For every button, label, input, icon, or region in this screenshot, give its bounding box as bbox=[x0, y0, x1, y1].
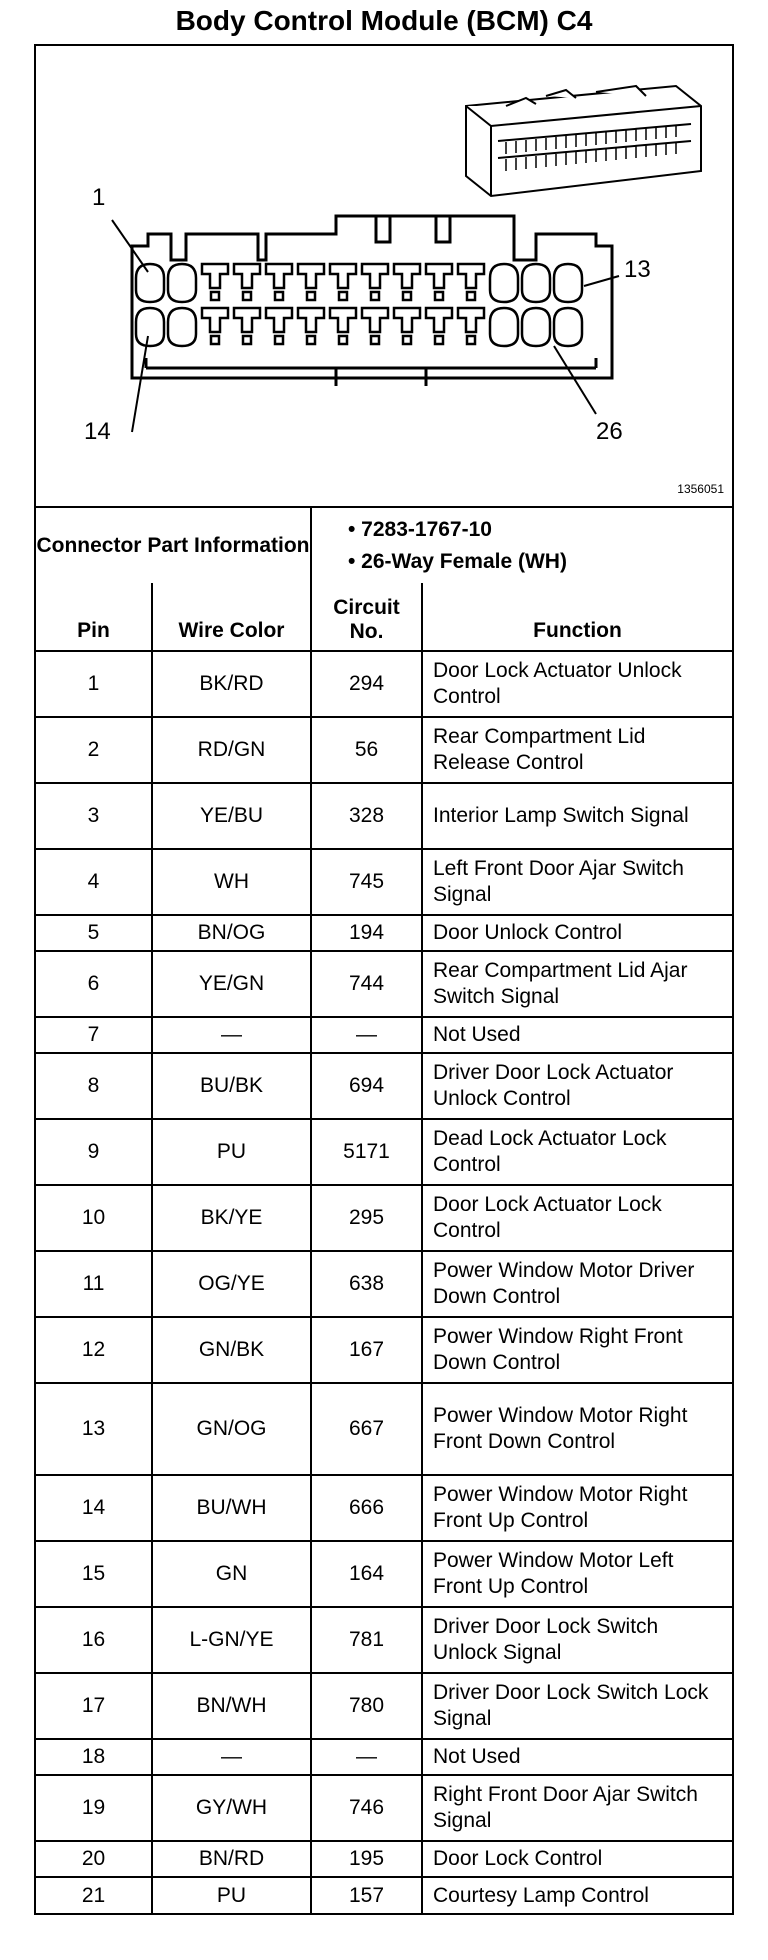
table-row bbox=[36, 1541, 732, 1607]
pinout-table bbox=[36, 583, 732, 1913]
wire-color-cell: YE/GN bbox=[152, 951, 311, 1017]
function-cell: Interior Lamp Switch Signal bbox=[422, 783, 732, 849]
circuit-cell: 745 bbox=[311, 849, 422, 915]
page-title: Body Control Module (BCM) C4 bbox=[175, 5, 593, 36]
pin-cell: 6 bbox=[36, 951, 152, 1017]
pin-cell: 8 bbox=[36, 1053, 152, 1119]
pin-cell: 21 bbox=[36, 1877, 152, 1913]
circuit-cell: 638 bbox=[311, 1251, 422, 1317]
table-row bbox=[36, 1119, 732, 1185]
table-row bbox=[36, 1841, 732, 1877]
table-row bbox=[36, 915, 732, 951]
circuit-cell: 667 bbox=[311, 1383, 422, 1475]
upper-pin-row bbox=[136, 264, 582, 302]
wire-color-cell: YE/BU bbox=[152, 783, 311, 849]
table-row bbox=[36, 1673, 732, 1739]
pin-cell: 4 bbox=[36, 849, 152, 915]
table-row bbox=[36, 1775, 732, 1841]
circuit-cell: 157 bbox=[311, 1877, 422, 1913]
connector-type: • 26-Way Female (WH) bbox=[348, 549, 567, 573]
table-row bbox=[36, 783, 732, 849]
table-row bbox=[36, 1053, 732, 1119]
table-row bbox=[36, 1251, 732, 1317]
function-header: Function bbox=[422, 583, 732, 651]
table-row bbox=[36, 1475, 732, 1541]
function-cell: Power Window Motor Right Front Down Control bbox=[422, 1383, 732, 1475]
wire-color-header: Wire Color bbox=[152, 583, 311, 651]
function-cell: Courtesy Lamp Control bbox=[422, 1877, 732, 1913]
connector-info-values bbox=[311, 508, 732, 583]
pin-26-label: 26 bbox=[596, 418, 623, 445]
part-number: • 7283-1767-10 bbox=[348, 517, 492, 541]
pin-cell: 7 bbox=[36, 1017, 152, 1053]
function-cell: Driver Door Lock Switch Unlock Signal bbox=[422, 1607, 732, 1673]
wire-color-cell: PU bbox=[152, 1877, 311, 1913]
function-cell: Not Used bbox=[422, 1739, 732, 1775]
wire-color-cell: — bbox=[152, 1739, 311, 1775]
table-row bbox=[36, 1185, 732, 1251]
pin-cell: 18 bbox=[36, 1739, 152, 1775]
function-cell: Door Lock Actuator Lock Control bbox=[422, 1185, 732, 1251]
circuit-cell: 56 bbox=[311, 717, 422, 783]
table-row bbox=[36, 1017, 732, 1053]
function-cell: Door Lock Actuator Unlock Control bbox=[422, 651, 732, 717]
wire-color-cell: BN/RD bbox=[152, 1841, 311, 1877]
pin-cell: 12 bbox=[36, 1317, 152, 1383]
pin-cell: 11 bbox=[36, 1251, 152, 1317]
wire-color-cell: WH bbox=[152, 849, 311, 915]
table-row bbox=[36, 1739, 732, 1775]
function-cell: Power Window Right Front Down Control bbox=[422, 1317, 732, 1383]
circuit-cell: 167 bbox=[311, 1317, 422, 1383]
function-cell: Right Front Door Ajar Switch Signal bbox=[422, 1775, 732, 1841]
connector-isometric-icon bbox=[466, 86, 701, 196]
function-cell: Left Front Door Ajar Switch Signal bbox=[422, 849, 732, 915]
pin-cell: 15 bbox=[36, 1541, 152, 1607]
circuit-cell: 328 bbox=[311, 783, 422, 849]
circuit-cell: 746 bbox=[311, 1775, 422, 1841]
function-cell: Not Used bbox=[422, 1017, 732, 1053]
pin-cell: 16 bbox=[36, 1607, 152, 1673]
pin-cell: 3 bbox=[36, 783, 152, 849]
wire-color-cell: BK/RD bbox=[152, 651, 311, 717]
pin-cell: 5 bbox=[36, 915, 152, 951]
circuit-cell: 694 bbox=[311, 1053, 422, 1119]
function-cell: Door Lock Control bbox=[422, 1841, 732, 1877]
table-row bbox=[36, 651, 732, 717]
circuit-cell: 744 bbox=[311, 951, 422, 1017]
function-cell: Driver Door Lock Switch Lock Signal bbox=[422, 1673, 732, 1739]
table-row bbox=[36, 1383, 732, 1475]
connector-diagram bbox=[36, 46, 732, 508]
document-number: 1356051 bbox=[677, 482, 724, 496]
circuit-cell: 666 bbox=[311, 1475, 422, 1541]
wire-color-cell: BN/WH bbox=[152, 1673, 311, 1739]
circuit-cell: 5171 bbox=[311, 1119, 422, 1185]
table-row bbox=[36, 1877, 732, 1913]
wire-color-cell: — bbox=[152, 1017, 311, 1053]
circuit-cell: 294 bbox=[311, 651, 422, 717]
wire-color-cell: GY/WH bbox=[152, 1775, 311, 1841]
pin-leader-lines bbox=[112, 220, 619, 432]
pin-cell: 13 bbox=[36, 1383, 152, 1475]
connector-info-table bbox=[36, 508, 732, 583]
pin-header: Pin bbox=[36, 583, 152, 651]
function-cell: Dead Lock Actuator Lock Control bbox=[422, 1119, 732, 1185]
pin-14-label: 14 bbox=[84, 418, 111, 445]
wire-color-cell: GN bbox=[152, 1541, 311, 1607]
function-cell: Power Window Motor Driver Down Control bbox=[422, 1251, 732, 1317]
circuit-cell: 780 bbox=[311, 1673, 422, 1739]
wire-color-cell: BU/BK bbox=[152, 1053, 311, 1119]
circuit-header: Circuit No. bbox=[311, 583, 422, 651]
wire-color-cell: GN/BK bbox=[152, 1317, 311, 1383]
pin-cell: 10 bbox=[36, 1185, 152, 1251]
pin-1-label: 1 bbox=[92, 184, 106, 211]
wire-color-cell: PU bbox=[152, 1119, 311, 1185]
table-row bbox=[36, 1607, 732, 1673]
table-row bbox=[36, 1317, 732, 1383]
table-row bbox=[36, 717, 732, 783]
connector-info-label: Connector Part Information bbox=[36, 508, 311, 583]
circuit-cell: 781 bbox=[311, 1607, 422, 1673]
wire-color-cell: L-GN/YE bbox=[152, 1607, 311, 1673]
circuit-cell: 195 bbox=[311, 1841, 422, 1877]
circuit-cell: 194 bbox=[311, 915, 422, 951]
pin-cell: 1 bbox=[36, 651, 152, 717]
function-cell: Rear Compartment Lid Ajar Switch Signal bbox=[422, 951, 732, 1017]
circuit-cell: 164 bbox=[311, 1541, 422, 1607]
circuit-cell: — bbox=[311, 1017, 422, 1053]
wire-color-cell: RD/GN bbox=[152, 717, 311, 783]
function-cell: Rear Compartment Lid Release Control bbox=[422, 717, 732, 783]
table-row bbox=[36, 849, 732, 915]
circuit-cell: 295 bbox=[311, 1185, 422, 1251]
lower-pin-row bbox=[136, 308, 582, 346]
pin-cell: 14 bbox=[36, 1475, 152, 1541]
pin-13-label: 13 bbox=[624, 256, 651, 283]
pin-cell: 17 bbox=[36, 1673, 152, 1739]
pin-cell: 9 bbox=[36, 1119, 152, 1185]
table-row bbox=[36, 951, 732, 1017]
wire-color-cell: BK/YE bbox=[152, 1185, 311, 1251]
connector-sheet bbox=[34, 44, 734, 1915]
pin-cell: 20 bbox=[36, 1841, 152, 1877]
wire-color-cell: OG/YE bbox=[152, 1251, 311, 1317]
wire-color-cell: GN/OG bbox=[152, 1383, 311, 1475]
pin-cell: 19 bbox=[36, 1775, 152, 1841]
wire-color-cell: BN/OG bbox=[152, 915, 311, 951]
function-cell: Power Window Motor Left Front Up Control bbox=[422, 1541, 732, 1607]
wire-color-cell: BU/WH bbox=[152, 1475, 311, 1541]
function-cell: Door Unlock Control bbox=[422, 915, 732, 951]
pin-cell: 2 bbox=[36, 717, 152, 783]
function-cell: Driver Door Lock Actuator Unlock Control bbox=[422, 1053, 732, 1119]
circuit-cell: — bbox=[311, 1739, 422, 1775]
function-cell: Power Window Motor Right Front Up Control bbox=[422, 1475, 732, 1541]
